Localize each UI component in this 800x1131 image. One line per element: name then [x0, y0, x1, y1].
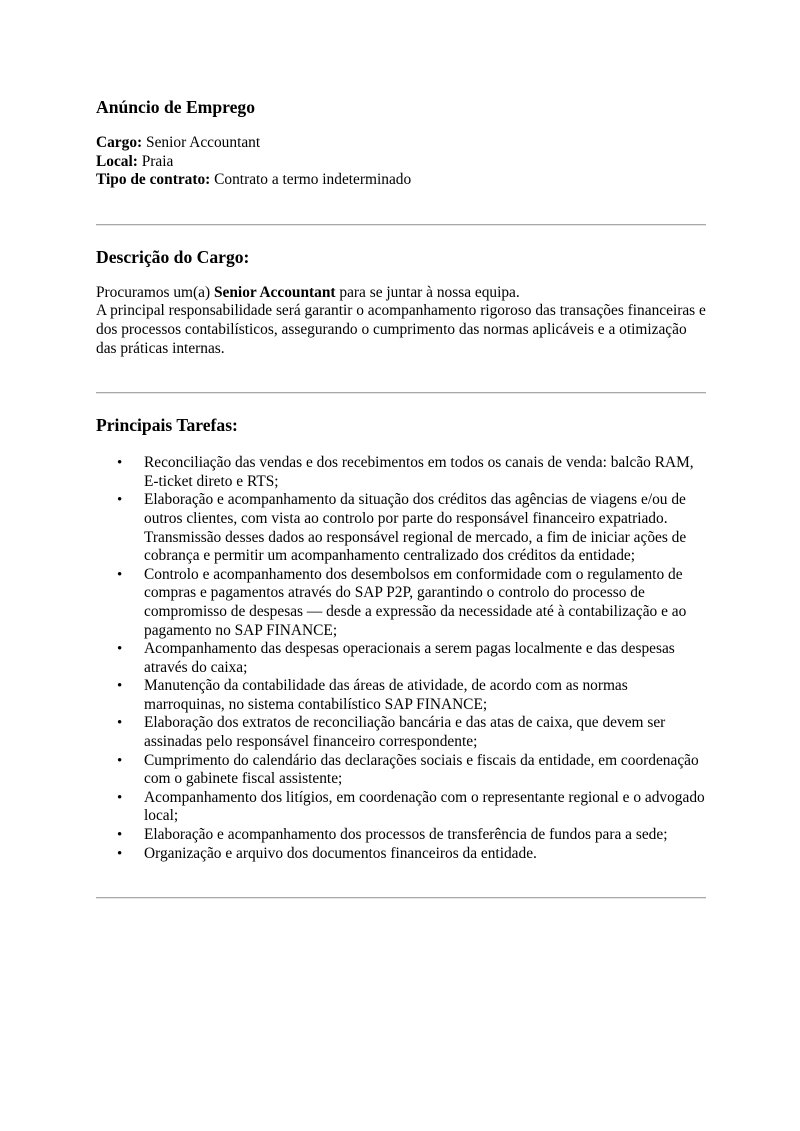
bullet-icon: • [117, 715, 123, 732]
divider [96, 224, 706, 226]
contrato-value: Contrato a termo indeterminado [210, 171, 412, 189]
list-item [96, 491, 706, 565]
contrato-line [96, 171, 706, 190]
description-intro-suffix: para se juntar à nossa equipa. [335, 283, 520, 301]
divider [96, 392, 706, 394]
list-item [96, 826, 706, 845]
description-intro-prefix: Procuramos um(a) [96, 283, 214, 301]
task-text: Elaboração e acompanhamento dos processos de transferência de fundos para a sede; [144, 826, 668, 844]
list-item [96, 752, 706, 789]
task-text: Acompanhamento dos litígios, em coordenação com o representante regional e o advogado local; [144, 788, 705, 825]
contrato-label: Tipo de contrato: [96, 171, 211, 189]
local-label: Local: [96, 152, 138, 170]
page-title: Anúncio de Emprego [96, 97, 256, 117]
local-value: Praia [137, 152, 174, 170]
bullet-icon: • [117, 789, 123, 806]
tasks-list [96, 454, 706, 863]
list-item [96, 566, 706, 640]
bullet-icon: • [117, 492, 123, 509]
job-meta [96, 134, 706, 190]
bullet-icon: • [117, 827, 123, 844]
task-text: Elaboração dos extratos de reconciliação bancária e das atas de caixa, que devem ser assinadas pelo responsável financeiro correspondente; [144, 714, 666, 751]
description-intro [96, 284, 706, 303]
task-text: Controlo e acompanhamento dos desembolsos em conformidade com o regulamento de compras e pagamentos através do SAP P2P, garantindo o controlo do processo de compromisso de despesas — desde a expressão da necessidade até à contabilização e ao pagamento no SAP FINANCE; [144, 565, 687, 639]
cargo-label: Cargo: [96, 134, 143, 151]
job-posting [96, 96, 706, 899]
bullet-icon: • [117, 455, 123, 472]
divider [96, 897, 706, 899]
description-text: A principal responsabilidade será garantir o acompanhamento rigoroso das transações financeiras e dos processos contabilísticos, assegurando o cumprimento das normas aplicáveis e a otimização das práticas internas. [96, 302, 706, 357]
task-text: Organização e arquivo dos documentos financeiros da entidade. [144, 844, 537, 862]
description-intro-role: Senior Accountant [213, 283, 336, 301]
cargo-value: Senior Accountant [142, 134, 261, 151]
cargo-line [96, 134, 706, 153]
local-line [96, 153, 706, 172]
bullet-icon: • [117, 566, 123, 583]
task-text: Elaboração e acompanhamento da situação dos créditos das agências de viagens e/ou de outros clientes, com vista ao controlo por parte do responsável financeiro expatriado. Transmissão desses dados ao responsável regional de mercado, a fim de iniciar ações de cobrança e permitir um acompanhamento centralizado dos créditos da entidade; [144, 491, 687, 565]
bullet-icon: • [117, 752, 123, 769]
list-item [96, 454, 706, 491]
task-text: Reconciliação das vendas e dos recebimentos em todos os canais de venda: balcão RAM, E-ticket direto e RTS; [144, 454, 694, 490]
list-item [96, 714, 706, 751]
description-title: Descrição do Cargo: [96, 246, 250, 267]
list-item [96, 789, 706, 826]
task-text: Manutenção da contabilidade das áreas de atividade, de acordo com as normas marroquinas, no sistema contabilístico SAP FINANCE; [144, 677, 628, 713]
bullet-icon: • [117, 678, 123, 695]
bullet-icon: • [117, 641, 123, 658]
list-item [96, 845, 706, 864]
description-body [96, 284, 706, 358]
task-text: Cumprimento do calendário das declarações sociais e fiscais da entidade, em coordenação com o gabinete fiscal assistente; [144, 751, 699, 788]
tasks-title: Principais Tarefas: [96, 415, 238, 436]
list-item [96, 677, 706, 714]
bullet-icon: • [117, 845, 123, 862]
task-text: Acompanhamento das despesas operacionais a serem pagas localmente e das despesas através do caixa; [144, 640, 675, 676]
list-item [96, 640, 706, 677]
